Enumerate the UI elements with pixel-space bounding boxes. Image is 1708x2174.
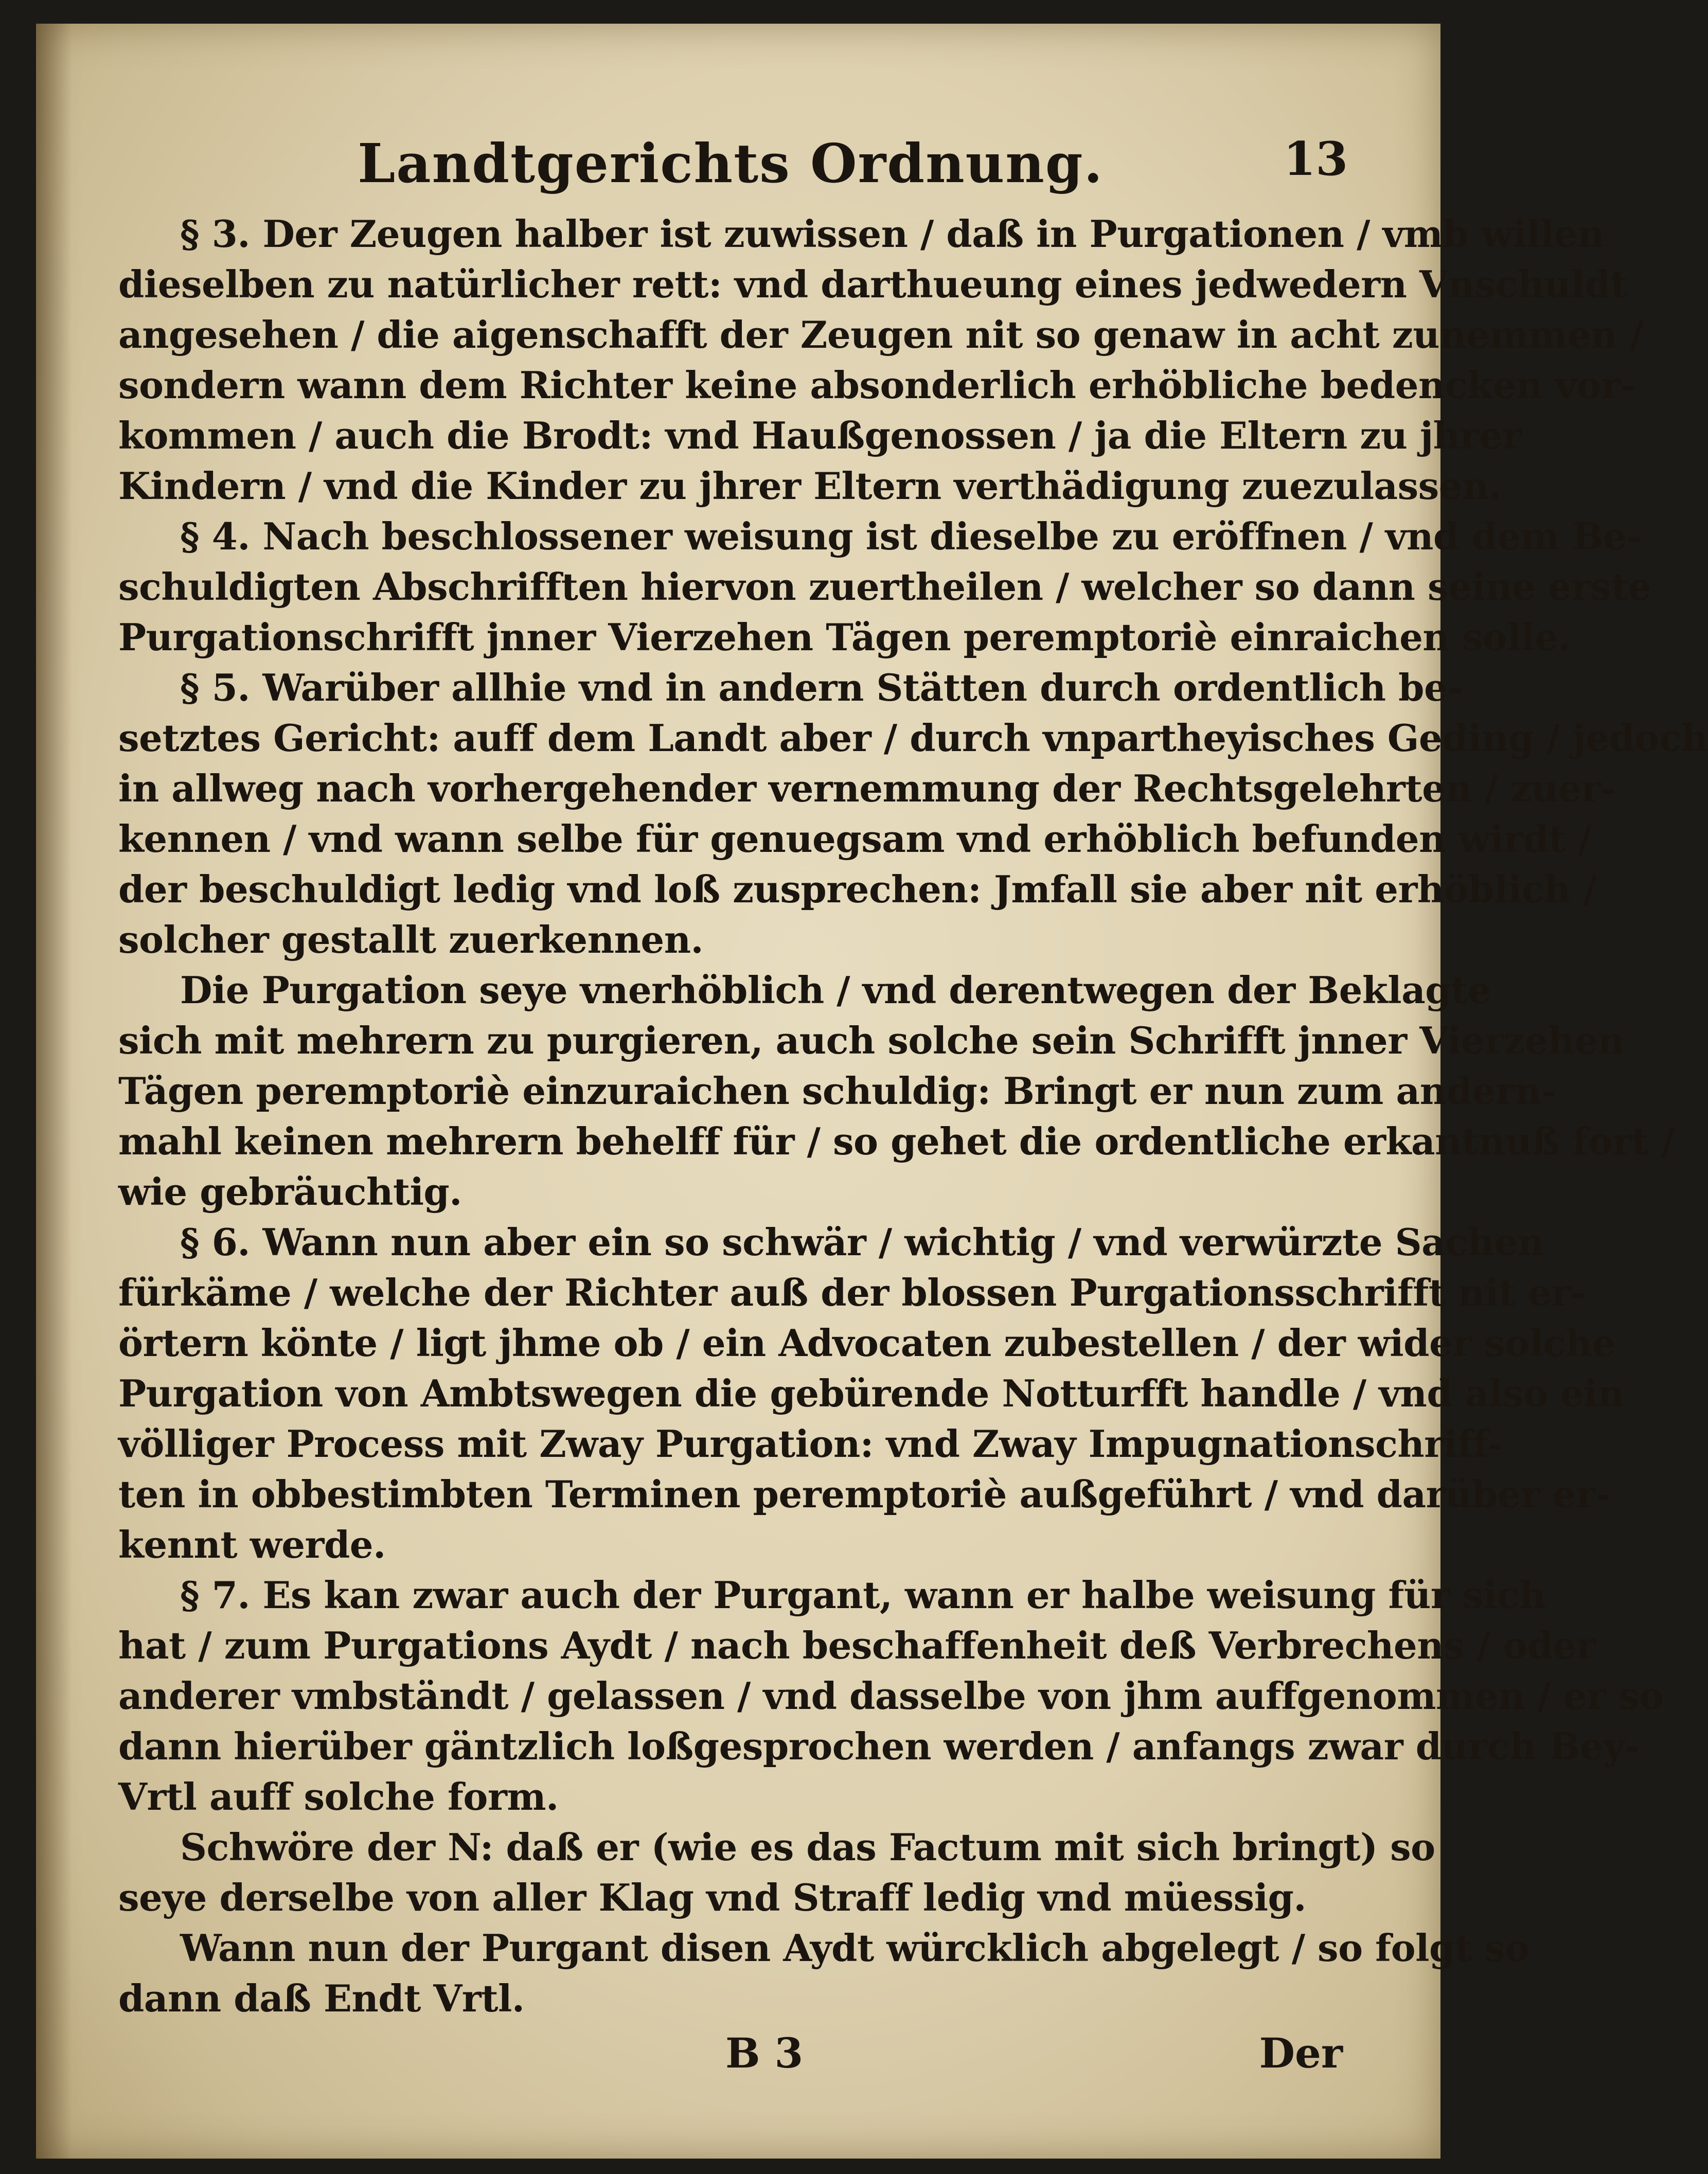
page-footer (118, 2029, 1343, 2086)
text-line: in allweg nach vorhergehender vernemmung der Rechtsgelehrten / zuer- (118, 767, 1616, 810)
text-line: mahl keinen mehrern behelff für / so gehet die ordentliche erkantnuß fort / (118, 1119, 1675, 1163)
text-line: Tägen peremptoriè einzuraichen schuldig: Bringt er nun zum andern- (118, 1069, 1557, 1113)
text-line: § 7. Es kan zwar auch der Purgant, wann er halbe weisung für sich (180, 1573, 1546, 1617)
text-line: schuldigten Abschrifften hiervon zuertheilen / welcher so dann seine erste (118, 565, 1651, 609)
text-line: Vrtl auff solche form. (118, 1775, 559, 1819)
paragraph-verdict-formula (118, 965, 1675, 1217)
text-line: sich mit mehrern zu purgieren, auch solche sein Schrifft jnner Vierzehen (118, 1019, 1625, 1062)
text-line: kennen / vnd wann selbe für genuegsam vnd erhöblich befunden wirdt / (118, 817, 1592, 861)
catchword: Der (1259, 2029, 1343, 2077)
text-line: anderer vmbständt / gelassen / vnd dasselbe von jhm auffgenommen / er so (118, 1674, 1664, 1718)
page-gutter-shadow (36, 24, 72, 2159)
paragraph-section-5 (118, 663, 1708, 965)
text-line: der beschuldigt ledig vnd loß zusprechen: Jmfall sie aber nit erhöblich / (118, 867, 1597, 911)
text-line: seye derselbe von aller Klag vnd Straff ledig vnd müessig. (118, 1876, 1306, 1919)
text-line: § 5. Warüber allhie vnd in andern Stätten durch ordentlich be- (180, 666, 1463, 709)
text-line: fürkäme / welche der Richter auß der blossen Purgationsschrifft nit er- (118, 1271, 1586, 1314)
book-page (36, 24, 1708, 2159)
text-line: hat / zum Purgations Aydt / nach beschaffenheit deß Verbrechens / oder (118, 1624, 1596, 1667)
running-title: Landtgerichts Ordnung. (358, 132, 1104, 195)
text-block (118, 132, 1708, 2086)
signature-mark: B 3 (725, 2029, 804, 2077)
text-line: völliger Process mit Zway Purgation: vnd Zway Impugnationschriff- (118, 1422, 1503, 1466)
text-line: dann hierüber gäntzlich loßgesprochen werden / anfangs zwar durch Bey- (118, 1724, 1640, 1768)
text-line: solcher gestallt zuerkennen. (118, 918, 704, 961)
text-line: wie gebräuchtig. (118, 1170, 462, 1214)
text-line: örtern könte / ligt jhme ob / ein Advocaten zubestellen / der wider solche (118, 1321, 1616, 1365)
running-head (118, 132, 1348, 209)
paragraph-section-6 (118, 1217, 1624, 1570)
paragraph-section-4 (118, 511, 1651, 663)
text-line: Die Purgation seye vnerhöblich / vnd derentwegen der Beklagte (180, 968, 1491, 1012)
paragraph-oath-formula (118, 1822, 1435, 1923)
text-line: Schwöre der N: daß er (wie es das Factum mit sich bringt) so (180, 1825, 1435, 1869)
text-line: dieselben zu natürlicher rett: vnd darthueung eines jedwedern Vnschuldt (118, 262, 1627, 306)
paragraph-section-7 (118, 1570, 1664, 1822)
text-line: Kindern / vnd die Kinder zu jhrer Eltern verthädigung zuezulassen. (118, 464, 1502, 508)
text-line: dann daß Endt Vrtl. (118, 1976, 525, 2020)
text-line: Wann nun der Purgant disen Aydt würcklich abgelegt / so folgt so (180, 1926, 1529, 1970)
text-line: § 4. Nach beschlossener weisung ist dieselbe zu eröffnen / vnd dem Be- (180, 514, 1642, 558)
text-line: § 6. Wann nun aber ein so schwär / wichtig / vnd verwürzte Sachen (180, 1220, 1544, 1264)
text-line: ten in obbestimbten Terminen peremptoriè außgeführt / vnd darüber er- (118, 1472, 1611, 1516)
paragraph-final-verdict (118, 1923, 1529, 2024)
text-line: sondern wann dem Richter keine absonderlich erhöbliche bedencken vor- (118, 363, 1635, 407)
text-line: kennt werde. (118, 1523, 386, 1566)
text-line: angesehen / die aigenschafft der Zeugen nit so genaw in acht zunemmen / (118, 313, 1644, 357)
text-line: Purgation von Ambtswegen die gebürende Notturfft handle / vnd also ein (118, 1371, 1624, 1415)
page-number: 13 (1283, 132, 1348, 186)
text-line: § 3. Der Zeugen halber ist zuwissen / daß in Purgationen / vmb willen (180, 212, 1605, 256)
text-line: setztes Gericht: auff dem Landt aber / durch vnpartheyisches Geding / jedoch (118, 716, 1708, 760)
paragraph-section-3 (118, 209, 1644, 511)
text-line: Purgationschrifft jnner Vierzehen Tägen peremptoriè einraichen solle. (118, 615, 1571, 659)
text-line: kommen / auch die Brodt: vnd Haußgenossen / ja die Eltern zu jhrer (118, 414, 1522, 457)
